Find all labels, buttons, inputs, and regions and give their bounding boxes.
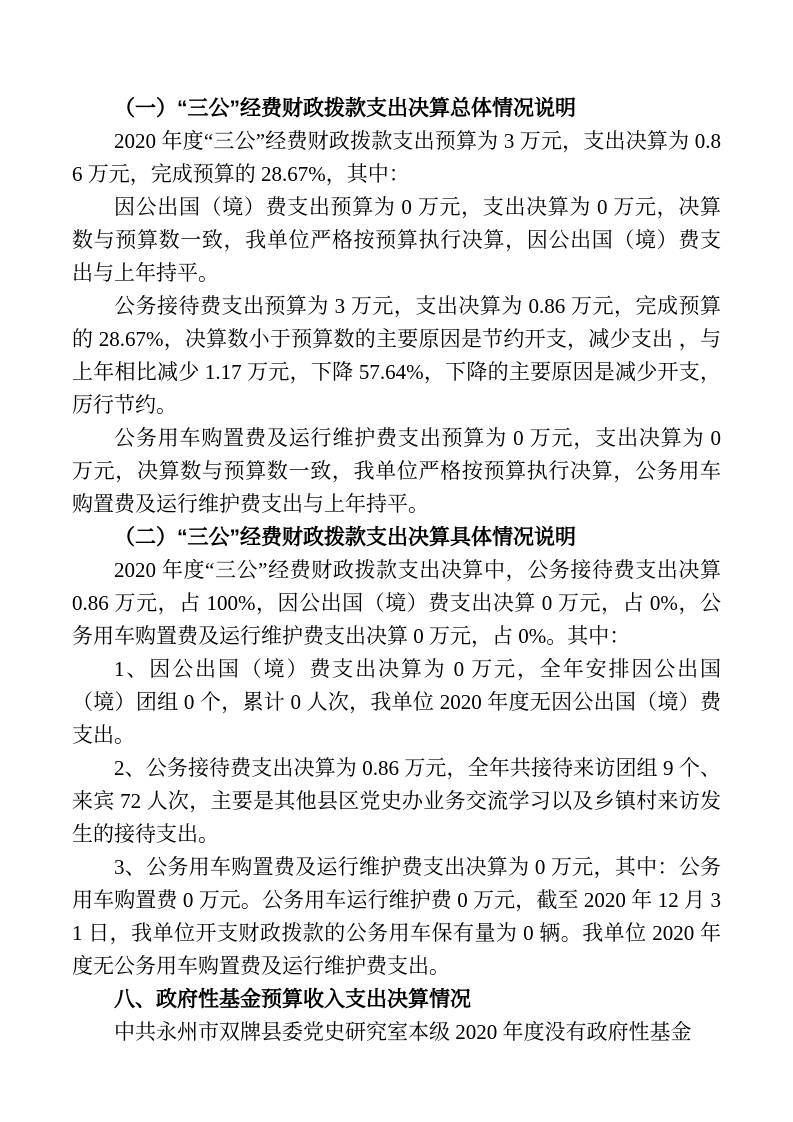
paragraph-government-fund: 中共永州市双牌县委党史研究室本级 2020 年度没有政府性基金 [114,1020,692,1044]
paragraph-detail-reception: 2、公务接待费支出决算为 0.86 万元，全年共接待来访团组 9 个、来宾 72 人次，主要是其他县区党史办业务交流学习以及乡镇村来访发生的接待支出。 [72,756,721,846]
paragraph-official-reception: 公务接待费支出预算为 3 万元，支出决算为 0.86 万元，完成预算的 28.67%，决算数小于预算数的主要原因是节约开支，减少支出 ，与上年相比减少 1.17 万元，下降 57.64%，下降的主要原因是减少开支，厉行节约。 [72,294,721,417]
section-heading-three-public-detail: （二）“三公”经费财政拨款支出决算具体情况说明 [114,526,576,549]
paragraph-detail-overseas-travel: 1、因公出国（境）费支出决算为 0 万元，全年安排因公出国（境）团组 0 个，累计 0 人次，我单位 2020 年度无因公出国（境）费支出。 [72,657,721,747]
paragraph-detail-summary: 2020 年度“三公”经费财政拨款支出决算中，公务接待费支出决算 0.86 万元，占 100%，因公出国（境）费支出决算 0 万元，占 0%，公务用车购置费及运行维护费支出决算 0 万元，占 0%。其中： [72,558,721,648]
paragraph-detail-vehicle: 3、公务用车购置费及运行维护费支出决算为 0 万元，其中：公务用车购置费 0 万元。公务用车运行维护费 0 万元，截至 2020 年 12 月 31 日，我单位开支财政拨款的公务用车保有量为 0 辆。我单位 2020 年度无公务用车购置费及运行维护费支出。 [72,855,721,978]
paragraph-overseas-travel: 因公出国（境）费支出预算为 0 万元，支出决算为 0 万元，决算数与预算数一致，我单位严格按预算执行决算，因公出国（境）费支出与上年持平。 [72,195,721,285]
paragraph-official-vehicle: 公务用车购置费及运行维护费支出预算为 0 万元，支出决算为 0 万元，决算数与预算数一致，我单位严格按预算执行决算，公务用车购置费及运行维护费支出与上年持平。 [72,426,721,516]
section-heading-government-fund: 八、政府性基金预算收入支出决算情况 [114,988,471,1011]
paragraph-budget-summary: 2020 年度“三公”经费财政拨款支出预算为 3 万元，支出决算为 0.86 万元，完成预算的 28.67%，其中： [72,129,721,186]
section-heading-three-public-overall: （一）“三公”经费财政拨款支出决算总体情况说明 [114,97,576,120]
